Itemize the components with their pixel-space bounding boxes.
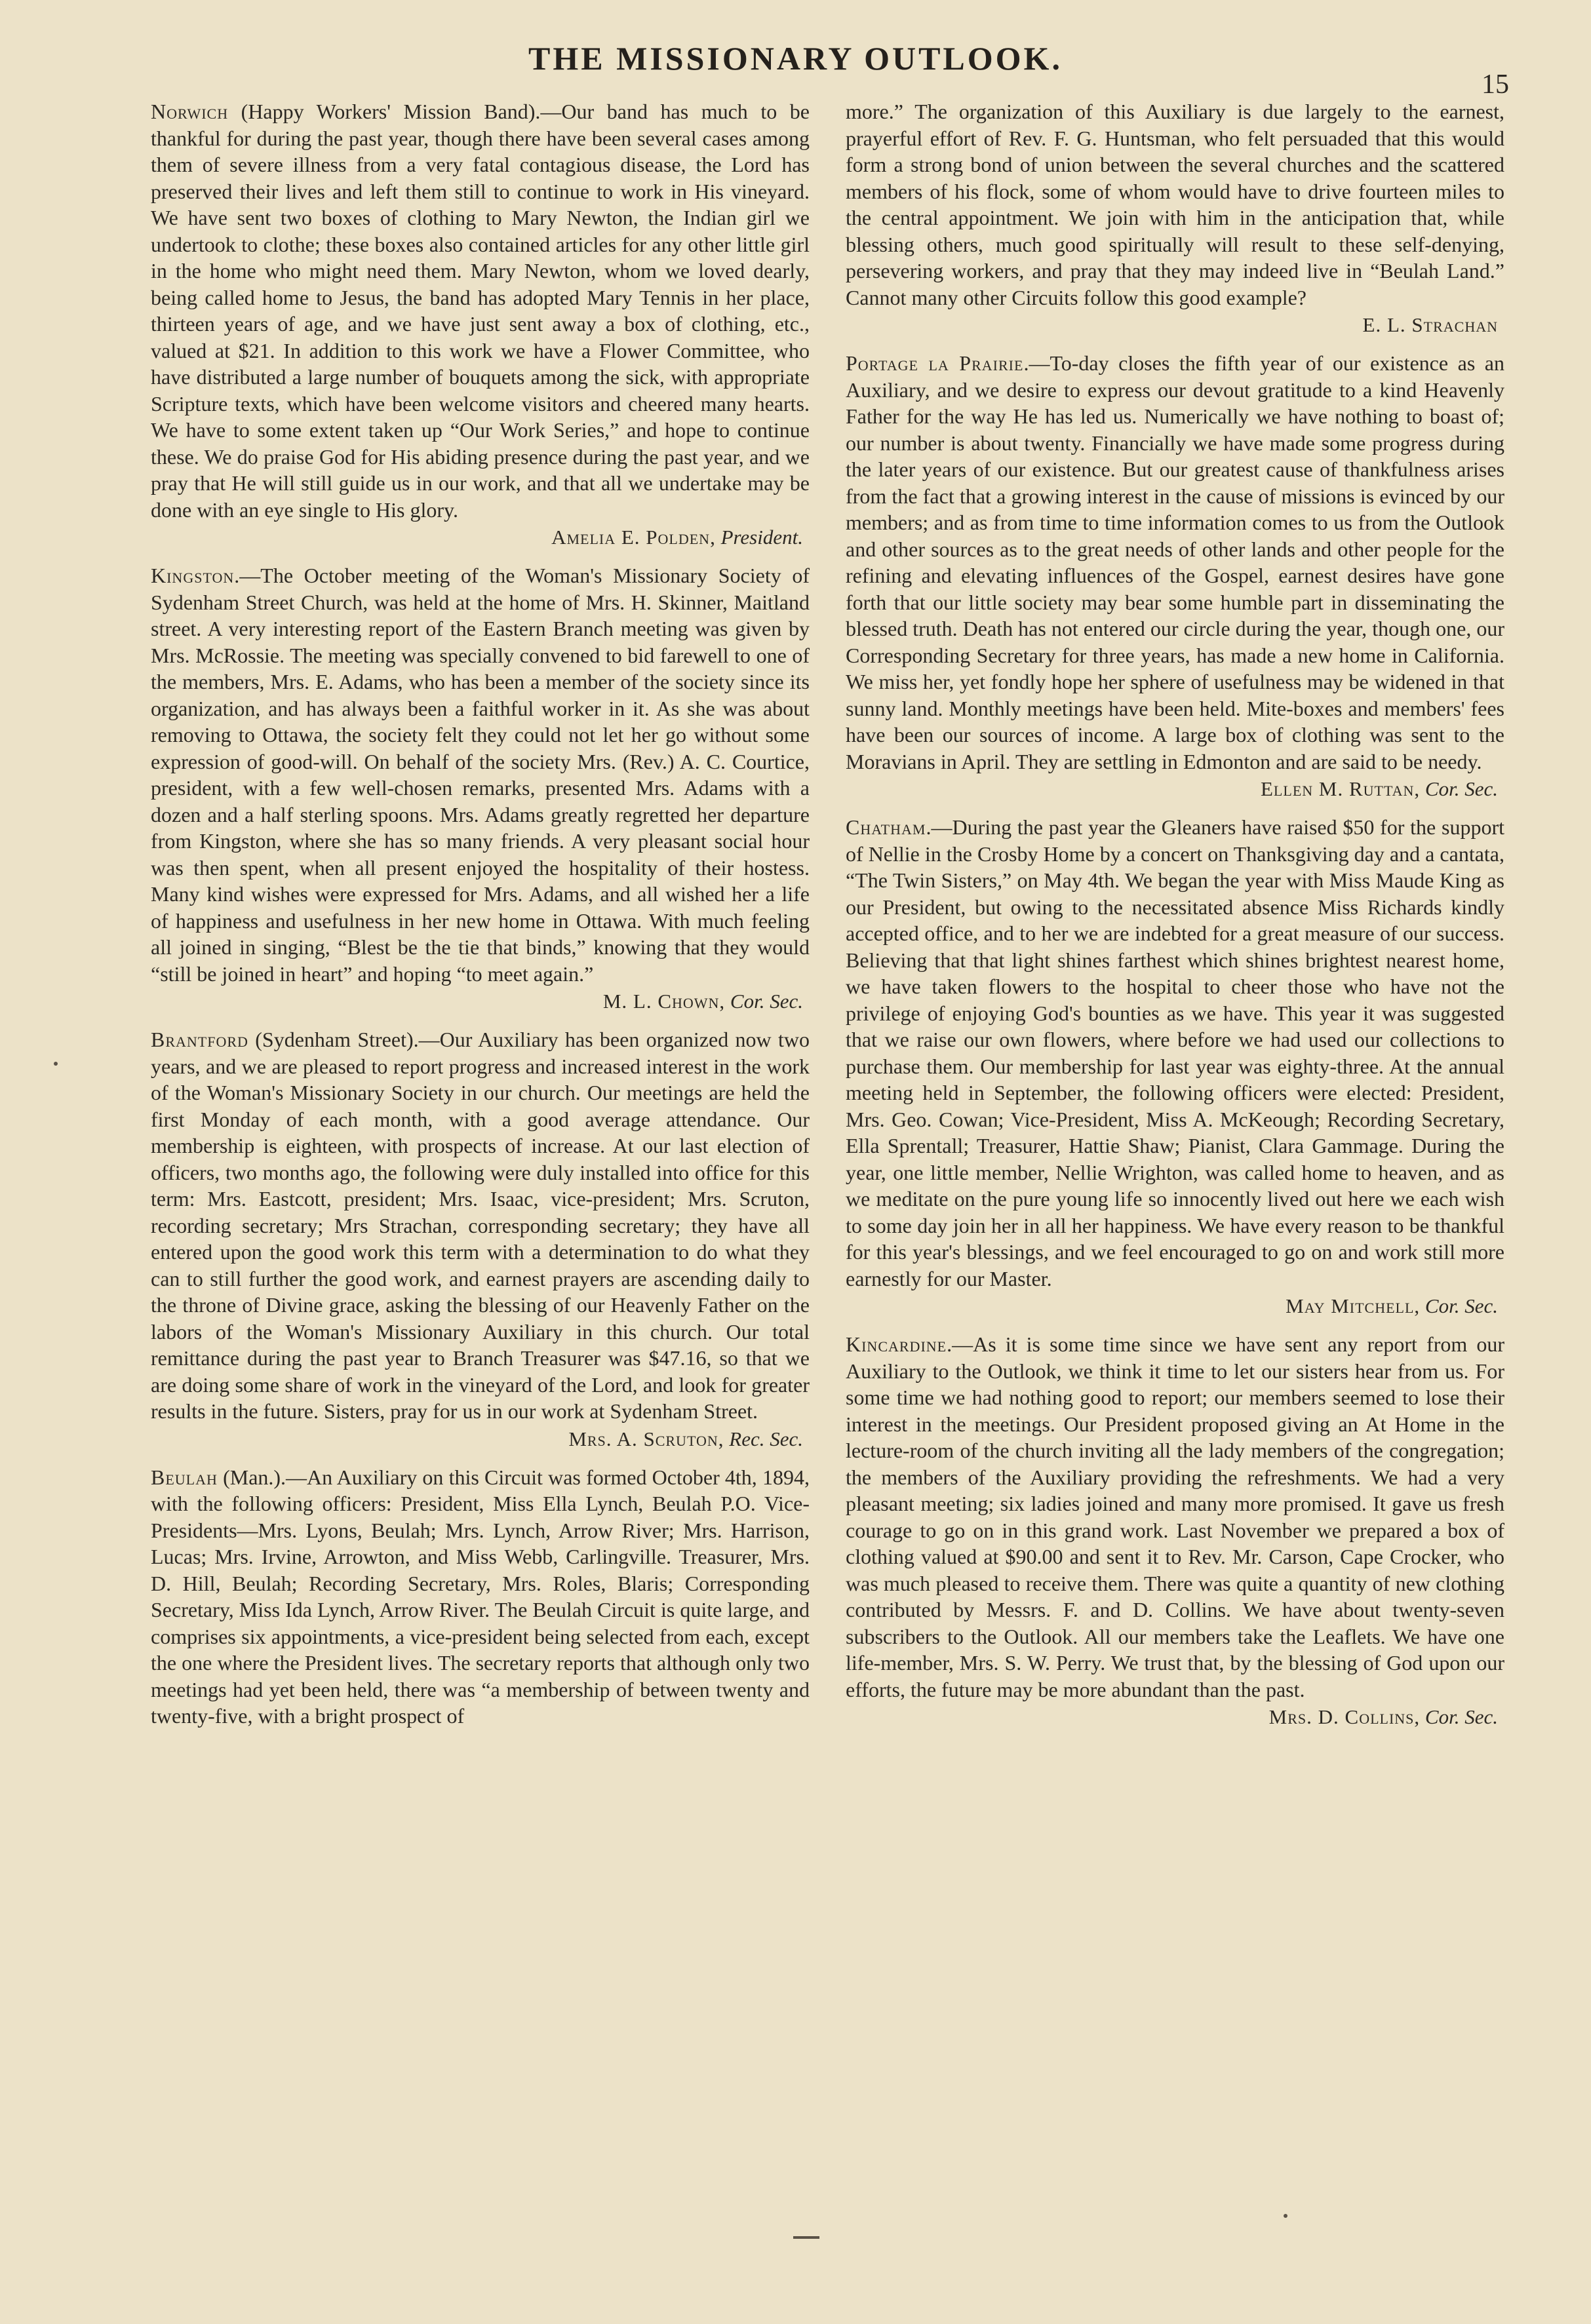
report-text: (Man.).—An Auxiliary on this Circuit was formed October 4th, 1894, with the following officers: President, Miss Ella Lynch, Beulah P.O. Vice-Presidents—Mrs. Lyons, Beulah; Mrs. Lynch, Arrow River; Mrs. Harrison, Lucas; Mrs. Irvine, Arrowton, and Miss Webb, Carlingville. Treasurer, Mrs. D. Hill, Beulah; Recording Secretary, Mrs. Roles, Blaris; Corresponding Secretary, Miss Ida Lynch, Arrow River. The Beulah Circuit is quite large, and comprises six appointments, a vice-president being selected from each, except the one where the President lives. The secretary reports that although only two meetings had yet been held, there was “a membership of between twenty and twenty-five, with a bright prospect of bbox=[151, 1465, 810, 1728]
report-place: Beulah bbox=[151, 1465, 218, 1489]
print-speck bbox=[54, 1062, 58, 1066]
magazine-title: THE MISSIONARY OUTLOOK. bbox=[528, 40, 1063, 77]
report-portage-la-prairie bbox=[846, 350, 1504, 802]
report-body bbox=[151, 562, 810, 987]
signature-role: Cor. Sec. bbox=[1424, 1294, 1498, 1317]
report-beulah bbox=[151, 1464, 810, 1730]
right-column bbox=[846, 98, 1504, 1742]
report-text: .—As it is some time since we have sent any report from our Auxiliary to the Outlook, we think it time to let our sisters hear from us. For some time we had nothing good to report; our members seemed to lose their interest in the meetings. Our President proposed giving an At Home in the lecture-room of the church inviting all the lady members of the congregation; the members of the Auxiliary providing the refreshments. We had a very pleasant meeting; six ladies joined and many more promised. It gave us fresh courage to go on in this grand work. Last November we prepared a box of clothing valued at $90.00 and sent it to Rev. Mr. Carson, Cape Crocker, who was much pleased to receive them. There was quite a quantity of new clothing contributed by Messrs. F. and D. Collins. We have about twenty-seven subscribers to the Outlook. All our members take the Leaflets. We have one life-member, Mrs. S. W. Perry. We trust that, by the blessing of God upon our efforts, the future may be more abundant than the past. bbox=[846, 1332, 1504, 1701]
page-number: 15 bbox=[1482, 69, 1509, 100]
report-place: Chatham bbox=[846, 815, 926, 839]
report-text: .—The October meeting of the Woman's Missionary Society of Sydenham Street Church, was held at the home of Mrs. H. Skinner, Maitland street. A very interesting report of the Eastern Branch meeting was given by Mrs. McRossie. The meeting was specially convened to bid farewell to one of the members, Mrs. E. Adams, who has been a member of the society since its organization, and has always been a faithful worker in it. As she was about removing to Ottawa, the society felt they could not let her go without some expression of good-will. On behalf of the society Mrs. (Rev.) A. C. Courtice, president, with a few well-chosen remarks, presented Mrs. Adams with a dozen and a half sterling spoons. Mrs. Adams greatly regretted her departure from Kingston, where she has so many friends. A very pleasant social hour was then spent, when all present enjoyed the hospitality of their hostess. Many kind wishes were expressed for Mrs. Adams, and all wished her a life of happiness and usefulness in her new home in Ottawa. With much feeling all joined in singing, “Blest be the tie that binds,” knowing that they would “still be joined in heart” and hoping “to meet again.” bbox=[151, 564, 810, 986]
report-kincardine bbox=[846, 1331, 1504, 1730]
report-norwich bbox=[151, 98, 810, 551]
report-text: .—To-day closes the fifth year of our existence as an Auxiliary, and we desire to express our devout gratitude to a kind Heavenly Father for the way He has led us. Numerically we have nothing to boast of; our number is about twenty. Financially we have made some progress during the later years of our existence. But our greatest cause of thankfulness arises from the fact that a growing interest in the cause of missions is evinced by our members; and as from time to time information comes to us from the Outlook and other sources as to the great needs of other lands and other people for the refining and elevating influences of the Gospel, earnest desires have gone forth that our little society may bear some humble part in disseminating the blessed truth. Death has not entered our circle during the year, though one, our Corresponding Secretary for three years, has made a new home in California. We miss her, yet fondly hope her sphere of usefulness may be widened in that sunny land. Monthly meetings have been held. Mite-boxes and members' fees have been our sources of income. A large box of clothing was sent to the Moravians in April. They are settling in Edmonton and are said to be needy. bbox=[846, 351, 1504, 773]
report-body bbox=[846, 350, 1504, 775]
left-column bbox=[151, 98, 810, 1741]
signature-name: Mrs. D. Collins, bbox=[1268, 1705, 1421, 1728]
report-signature bbox=[846, 312, 1504, 338]
signature-name: Amelia E. Polden, bbox=[551, 526, 716, 549]
signature-role: Cor. Sec. bbox=[1424, 777, 1498, 800]
signature-name: Ellen M. Ruttan, bbox=[1261, 777, 1421, 800]
report-body bbox=[151, 1026, 810, 1425]
signature-role: Rec. Sec. bbox=[729, 1427, 803, 1450]
page-header bbox=[0, 39, 1591, 100]
report-place: Norwich bbox=[151, 100, 229, 123]
signature-name: May Mitchell, bbox=[1286, 1294, 1421, 1317]
report-signature bbox=[846, 1293, 1504, 1319]
report-beulah-continued bbox=[846, 98, 1504, 338]
report-signature bbox=[846, 1704, 1504, 1730]
signature-name: M. L. Chown, bbox=[602, 990, 726, 1013]
report-signature bbox=[151, 524, 810, 551]
print-speck bbox=[1284, 2214, 1287, 2218]
signature-role: Cor. Sec. bbox=[1424, 1705, 1498, 1728]
report-chatham bbox=[846, 814, 1504, 1319]
report-signature bbox=[151, 1426, 810, 1452]
report-signature bbox=[846, 776, 1504, 802]
report-signature bbox=[151, 988, 810, 1015]
report-kingston bbox=[151, 562, 810, 1015]
report-place: Portage la Prairie bbox=[846, 351, 1024, 375]
report-body bbox=[846, 1331, 1504, 1703]
report-place: Kincardine bbox=[846, 1332, 947, 1356]
report-text: more.” The organization of this Auxiliary is due largely to the earnest, prayerful effort of Rev. F. G. Huntsman, who felt persuaded that this would form a strong bond of union between the several churches and the scattered members of his flock, some of whom would have to drive fourteen miles to the central appointment. We join with him in the anticipation that, while blessing others, much good spiritually will result to these self-denying, persevering workers, and pray that they may indeed live in “Beulah Land.” Cannot many other Circuits follow this good example? bbox=[846, 100, 1504, 309]
signature-name: E. L. Strachan bbox=[1362, 313, 1498, 336]
report-body bbox=[151, 98, 810, 523]
report-body bbox=[846, 814, 1504, 1292]
signature-role: Cor. Sec. bbox=[730, 990, 803, 1013]
signature-role: President. bbox=[720, 526, 803, 549]
signature-name: Mrs. A. Scruton, bbox=[568, 1427, 724, 1450]
report-place: Brantford bbox=[151, 1028, 248, 1051]
report-text: (Sydenham Street).—Our Auxiliary has been organized now two years, and we are pleased to report progress and increased interest in the work of the Woman's Missionary Society in our church. Our meetings are held the first Monday of each month, with a good average attendance. Our membership is eighteen, with prospects of increase. At our last election of officers, two months ago, the following were duly installed into office for this term: Mrs. Eastcott, president; Mrs. Isaac, vice-president; Mrs. Scruton, recording secretary; Mrs Strachan, corresponding secretary; they have all entered upon the good work this term with a determination to do what they can to still further the good work, and earnest prayers are ascending daily to the throne of Divine grace, asking the blessing of our Heavenly Father on the labors of the Woman's Missionary Auxiliary in this church. Our total remittance during the past year to Branch Treasurer was $47.16, so that we are doing some share of work in the vineyard of the Lord, and look for greater results in the future. Sisters, pray for us in our work at Sydenham Street. bbox=[151, 1028, 810, 1423]
footer-rule bbox=[793, 2236, 819, 2239]
report-text: (Happy Workers' Mission Band).—Our band has much to be thankful for during the past year, though there have been several cases among them of severe illness from a very fatal contagious disease, the Lord has preserved their lives and left them still to continue to work in His vineyard. We have sent two boxes of clothing to Mary Newton, the Indian girl we undertook to clothe; these boxes also contained articles for any other little girl in the home who might need them. Mary Newton, whom we loved dearly, being called home to Jesus, the band has adopted Mary Tennis in her place, thirteen years of age, and we have just sent away a box of clothing, etc., valued at $21. In addition to this work we have a Flower Committee, who have distributed a large number of bouquets among the sick, with appropriate Scripture texts, which have been welcome visitors and cheered many hearts. We have to some extent taken up “Our Work Series,” and hope to continue these. We do praise God for His abiding presence during the past year, and we pray that He will still guide us in our work, and that all we undertake may be done with an eye single to His glory. bbox=[151, 100, 810, 522]
report-place: Kingston bbox=[151, 564, 235, 587]
report-text: .—During the past year the Gleaners have raised $50 for the support of Nellie in the Crosby Home by a concert on Thanksgiving day and a cantata, “The Twin Sisters,” on May 4th. We began the year with Miss Maude King as our President, but owing to the necessitated absence Miss Richards kindly accepted office, and to her we are indebted for a great measure of our success. Believing that that light shines farthest which shines brightest nearest home, we have taken flowers to the hospital to cheer those who have not the privilege of enjoying God's bounties as we have. This year it was suggested that we raise our own flowers, where before we had used our collections to purchase them. Our membership for last year was eighty-three. At the annual meeting held in September, the following officers were elected: President, Mrs. Geo. Cowan; Vice-President, Miss A. McKeough; Recording Secretary, Ella Sprentall; Treasurer, Hattie Shaw; Pianist, Clara Gammage. During the year, one little member, Nellie Wrighton, was called home to heaven, and as we meditate on the pure young life so innocently lived out here we each wish to some day join her in all her happiness. We have every reason to be thankful for this year's blessings, and we feel encouraged to go on and work still more earnestly for our Master. bbox=[846, 815, 1504, 1290]
report-brantford bbox=[151, 1026, 810, 1452]
report-body bbox=[846, 98, 1504, 311]
report-body bbox=[151, 1464, 810, 1730]
